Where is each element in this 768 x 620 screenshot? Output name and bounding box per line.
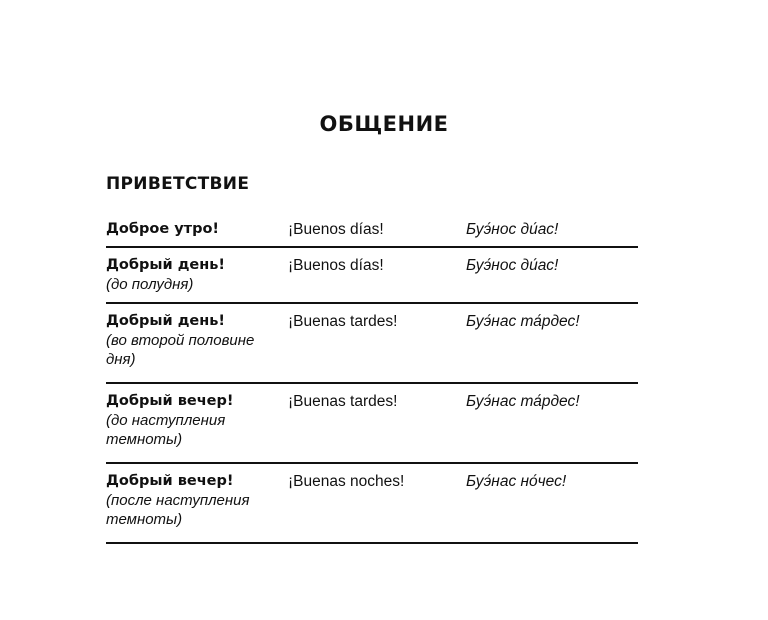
spanish-phrase: ¡Buenas tardes!: [288, 313, 398, 330]
usage-note: (до наступления темноты): [106, 412, 226, 448]
phrase-row: [106, 248, 638, 304]
phrase-row: [106, 304, 638, 384]
phrase-row: [106, 384, 638, 464]
russian-phrase: Добрый вечер!: [106, 393, 234, 409]
section-heading: ПРИВЕТСТВИЕ: [106, 174, 250, 194]
transcription: Буэ́нос ди́ас!: [466, 221, 559, 238]
transcription: Буэ́нас но́чес!: [466, 473, 567, 490]
russian-phrase: Доброе утро!: [106, 221, 220, 237]
transcription: Буэ́нас та́рдес!: [466, 313, 580, 330]
usage-note: (после наступления темноты): [106, 492, 250, 528]
usage-note: (во второй половине дня): [106, 332, 255, 368]
russian-phrase-cell: [106, 312, 276, 369]
usage-note: (до полудня): [106, 276, 194, 293]
russian-phrase: Добрый день!: [106, 313, 226, 329]
russian-phrase-cell: [106, 392, 276, 449]
russian-phrase-cell: [106, 220, 276, 239]
transcription: Буэ́нас та́рдес!: [466, 393, 580, 410]
transcription: Буэ́нос ди́ас!: [466, 257, 559, 274]
phrase-row: [106, 218, 638, 248]
russian-phrase-cell: [106, 256, 276, 294]
spanish-phrase: ¡Buenos días!: [288, 221, 384, 238]
spanish-phrase: ¡Buenas tardes!: [288, 393, 398, 410]
page-title: ОБЩЕНИЕ: [319, 112, 449, 136]
russian-phrase: Добрый вечер!: [106, 473, 234, 489]
russian-phrase-cell: [106, 472, 276, 529]
spanish-phrase: ¡Buenas noches!: [288, 473, 405, 490]
spanish-phrase: ¡Buenos días!: [288, 257, 384, 274]
phrase-row: [106, 464, 638, 544]
russian-phrase: Добрый день!: [106, 257, 226, 273]
phrase-table: [106, 218, 638, 544]
